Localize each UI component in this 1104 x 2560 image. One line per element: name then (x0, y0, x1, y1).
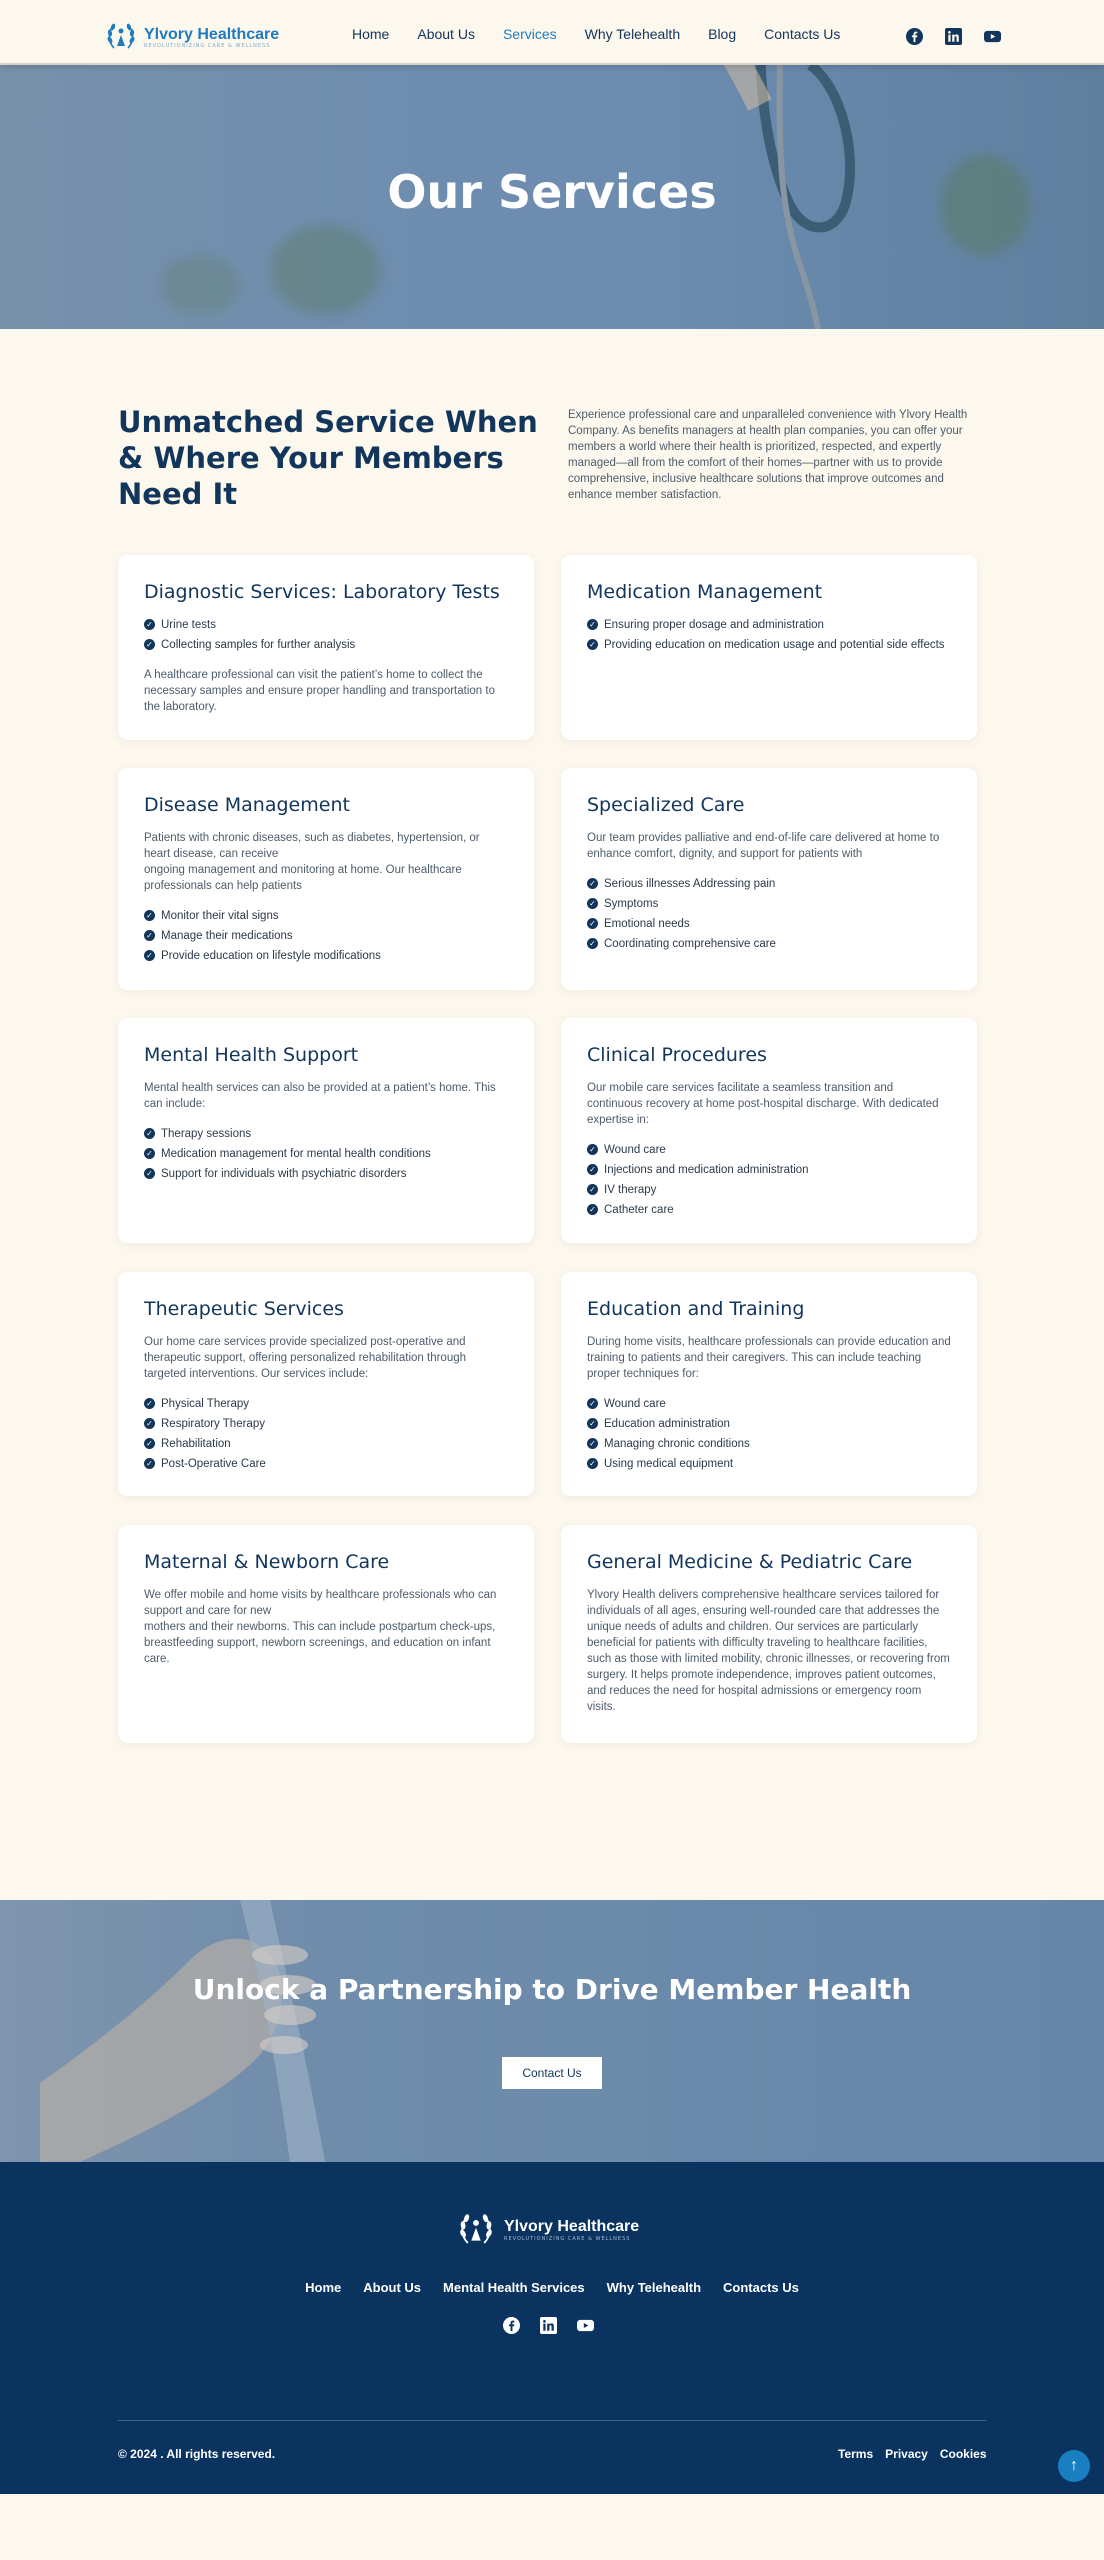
nav-why-telehealth[interactable]: Why Telehealth (584, 26, 681, 42)
list-item-text: Coordinating comprehensive care (604, 938, 776, 950)
list-item-text: Managing chronic conditions (604, 1438, 750, 1450)
legal-links (838, 2447, 987, 2461)
terms-link[interactable]: Terms (838, 2447, 874, 2461)
hand-image (40, 1900, 340, 2162)
check-circle-icon: ✓ (144, 1438, 155, 1449)
hero-background-plant (270, 225, 380, 315)
service-card (118, 1272, 534, 1496)
list-item (587, 617, 951, 633)
footer-nav-contacts-us[interactable]: Contacts Us (723, 2280, 799, 2295)
list-item (144, 1146, 508, 1162)
linkedin-icon[interactable] (945, 28, 962, 45)
service-list (144, 1396, 508, 1472)
service-list (587, 876, 951, 952)
header-socials (906, 28, 1001, 45)
list-item-text: Urine tests (161, 619, 216, 631)
list-item (587, 1182, 951, 1198)
service-title: Clinical Procedures (587, 1044, 767, 1066)
list-item-text: Symptoms (604, 898, 659, 910)
list-item-text: Catheter care (604, 1204, 674, 1216)
intro-title: Unmatched Service When & Where Your Members Need It (118, 405, 538, 511)
check-circle-icon: ✓ (587, 1164, 598, 1175)
check-circle-icon: ✓ (144, 1418, 155, 1429)
check-circle-icon: ✓ (144, 910, 155, 921)
list-item (587, 637, 951, 653)
facebook-icon[interactable] (906, 28, 923, 45)
service-card (561, 1525, 977, 1743)
nav-blog[interactable]: Blog (708, 26, 737, 42)
list-item (144, 948, 508, 964)
check-circle-icon: ✓ (587, 1438, 598, 1449)
service-note: A healthcare professional can visit the patient’s home to collect the necessary samples and ensure proper handling and transportation to the laboratory. (144, 669, 495, 713)
footer-socials (503, 2317, 594, 2334)
list-item-text: Collecting samples for further analysis (161, 639, 356, 651)
list-item (144, 928, 508, 944)
service-card (118, 768, 534, 990)
list-item (587, 876, 951, 892)
list-item-text: Emotional needs (604, 918, 690, 930)
check-circle-icon: ✓ (587, 1184, 598, 1195)
copyright: © 2024 . All rights reserved. (118, 2447, 276, 2461)
list-item (587, 936, 951, 952)
list-item-text: Providing education on medication usage and potential side effects (604, 639, 945, 651)
footer-logo-tagline: REVOLUTIONIZING CARE & WELLNESS (504, 2236, 631, 2242)
cookies-link[interactable]: Cookies (939, 2447, 987, 2461)
check-circle-icon: ✓ (587, 918, 598, 929)
list-item-text: Manage their medications (161, 930, 293, 942)
service-card (561, 1018, 977, 1243)
service-card (118, 1018, 534, 1243)
service-description: Ylvory Health delivers comprehensive healthcare services tailored for individuals of all ages, ensuring well-rounded care that addresses the unique needs of adults and children. Our services are particularly beneficial for patients with difficulty traveling to healthcare facilities, such as those with limited mobility, chronic illnesses, or recovering from surgery. It helps promote independence, improves patient outcomes, and reduces the need for hospital admissions or emergency room visits. (587, 1589, 950, 1713)
linkedin-icon[interactable] (540, 2317, 557, 2334)
site-footer (0, 2162, 1104, 2494)
service-card (118, 555, 534, 740)
list-item-text: Support for individuals with psychiatric disorders (161, 1168, 407, 1180)
nav-home[interactable]: Home (352, 26, 390, 42)
service-title: Disease Management (144, 794, 350, 816)
check-circle-icon: ✓ (587, 639, 598, 650)
service-description: Our mobile care services facilitate a seamless transition and continuous recovery at home post-hospital discharge. With dedicated expertise in: (587, 1082, 939, 1126)
list-item (587, 1396, 951, 1412)
youtube-icon[interactable] (984, 28, 1001, 45)
list-item-text: Respiratory Therapy (161, 1418, 265, 1430)
list-item-text: Physical Therapy (161, 1398, 249, 1410)
list-item (144, 1166, 508, 1182)
service-description: Mental health services can also be provided at a patient’s home. This can include: (144, 1082, 496, 1110)
cta-banner (0, 1900, 1104, 2162)
list-item-text: IV therapy (604, 1184, 657, 1196)
youtube-icon[interactable] (577, 2317, 594, 2334)
service-list (587, 1396, 951, 1472)
main-nav (352, 26, 868, 42)
footer-nav-home[interactable]: Home (305, 2280, 342, 2295)
list-item (144, 1416, 508, 1432)
check-circle-icon: ✓ (144, 1398, 155, 1409)
check-circle-icon: ✓ (587, 898, 598, 909)
footer-nav-why-telehealth[interactable]: Why Telehealth (606, 2280, 702, 2295)
footer-nav (0, 2280, 1104, 2295)
list-item (144, 1456, 508, 1472)
footer-logo[interactable] (456, 2210, 639, 2250)
check-circle-icon: ✓ (144, 1128, 155, 1139)
check-circle-icon: ✓ (587, 1204, 598, 1215)
check-circle-icon: ✓ (144, 1458, 155, 1469)
nav-services[interactable]: Services (502, 26, 557, 42)
list-item (587, 1436, 951, 1452)
list-item (587, 1416, 951, 1432)
list-item-text: Ensuring proper dosage and administration (604, 619, 824, 631)
check-circle-icon: ✓ (587, 1458, 598, 1469)
contact-us-button[interactable]: Contact Us (502, 2057, 602, 2089)
list-item (587, 1456, 951, 1472)
list-item (144, 908, 508, 924)
hero-background-plant (160, 255, 240, 315)
list-item (144, 1436, 508, 1452)
list-item-text: Provide education on lifestyle modifications (161, 950, 381, 962)
service-card (561, 1272, 977, 1496)
service-card (561, 555, 977, 740)
service-title: Mental Health Support (144, 1044, 359, 1066)
service-description: During home visits, healthcare professionals can provide education and training to patients and their caregivers. This can include teaching proper techniques for: (587, 1336, 951, 1380)
service-description: Our team provides palliative and end-of-life care delivered at home to enhance comfort, dignity, and support for patients with (587, 832, 940, 860)
service-list (587, 1142, 951, 1218)
service-title: Medication Management (587, 581, 823, 603)
service-title: Specialized Care (587, 794, 745, 816)
list-item-text: Education administration (604, 1418, 730, 1430)
list-item (587, 916, 951, 932)
list-item (144, 1126, 508, 1142)
check-circle-icon: ✓ (587, 619, 598, 630)
list-item (144, 1396, 508, 1412)
list-item-text: Therapy sessions (161, 1128, 252, 1140)
service-description: We offer mobile and home visits by healthcare professionals who can support and care for new mothers and their newborns. This can include postpartum check-ups, breastfeeding support, newborn screenings, and education on infant care. (144, 1589, 497, 1665)
logo-name: Ylvory Healthcare (144, 25, 280, 43)
service-title: Diagnostic Services: Laboratory Tests (144, 581, 500, 603)
check-circle-icon: ✓ (144, 639, 155, 650)
cta-title: Unlock a Partnership to Drive Member Health (192, 1973, 912, 2006)
privacy-link[interactable]: Privacy (885, 2447, 928, 2461)
site-header (0, 0, 1104, 65)
check-circle-icon: ✓ (587, 1144, 598, 1155)
nav-about-us[interactable]: About Us (417, 26, 475, 42)
list-item-text: Serious illnesses Addressing pain (604, 878, 776, 890)
list-item (144, 617, 508, 633)
check-circle-icon: ✓ (144, 930, 155, 941)
check-circle-icon: ✓ (144, 1148, 155, 1159)
list-item-text: Using medical equipment (604, 1458, 734, 1470)
service-title: Maternal & Newborn Care (144, 1551, 390, 1573)
list-item-text: Post-Operative Care (161, 1458, 266, 1470)
hero-banner (0, 65, 1104, 329)
intro-text: Experience professional care and unparalleled convenience with Ylvory Health Company. As benefits managers at health plan companies, you can offer your members a world where their health is prioritized, respected, and expertly managed—all from the comfort of their homes—partner with us to provide comprehensive, inclusive healthcare solutions that improve outcomes and enhance member satisfaction. (568, 409, 968, 501)
back-to-top-button[interactable]: ↑ (1058, 2450, 1090, 2482)
logo[interactable] (104, 20, 279, 54)
logo-tagline: REVOLUTIONIZING CARE & WELLNESS (144, 42, 271, 49)
check-circle-icon: ✓ (587, 1398, 598, 1409)
service-description: Patients with chronic diseases, such as diabetes, hypertension, or heart disease, can receive ongoing management and monitoring at home. Our healthcare professionals can help patients (144, 832, 480, 892)
list-item (587, 1142, 951, 1158)
footer-nav-about-us[interactable]: About Us (363, 2280, 422, 2295)
list-item (587, 896, 951, 912)
footer-logo-name: Ylvory Healthcare (504, 2218, 640, 2235)
list-item-text: Medication management for mental health conditions (161, 1148, 431, 1160)
service-description: Our home care services provide specialized post-operative and therapeutic support, offering personalized rehabilitation through targeted interventions. Our services include: (144, 1336, 466, 1380)
service-list (144, 617, 508, 653)
nav-contacts-us[interactable]: Contacts Us (764, 26, 841, 42)
service-card (561, 768, 977, 990)
service-title: Therapeutic Services (144, 1298, 344, 1320)
service-list (587, 617, 951, 653)
list-item (587, 1202, 951, 1218)
service-title: General Medicine & Pediatric Care (587, 1551, 913, 1573)
list-item-text: Injections and medication administration (604, 1164, 809, 1176)
page-title: Our Services (387, 165, 717, 219)
check-circle-icon: ✓ (144, 1168, 155, 1179)
check-circle-icon: ✓ (144, 950, 155, 961)
list-item-text: Wound care (604, 1398, 666, 1410)
facebook-icon[interactable] (503, 2317, 520, 2334)
list-item-text: Wound care (604, 1144, 666, 1156)
list-item-text: Rehabilitation (161, 1438, 231, 1450)
check-circle-icon: ✓ (587, 1418, 598, 1429)
check-circle-icon: ✓ (587, 938, 598, 949)
check-circle-icon: ✓ (587, 878, 598, 889)
list-item (144, 637, 508, 653)
laurel-logo-icon (104, 20, 138, 54)
footer-divider (118, 2420, 986, 2421)
service-card (118, 1525, 534, 1743)
list-item-text: Monitor their vital signs (161, 910, 279, 922)
service-title: Education and Training (587, 1298, 805, 1320)
laurel-logo-icon (456, 2210, 496, 2250)
list-item (587, 1162, 951, 1178)
check-circle-icon: ✓ (144, 619, 155, 630)
service-list (144, 908, 508, 964)
footer-nav-mental-health-services[interactable]: Mental Health Services (443, 2280, 585, 2295)
service-list (144, 1126, 508, 1182)
